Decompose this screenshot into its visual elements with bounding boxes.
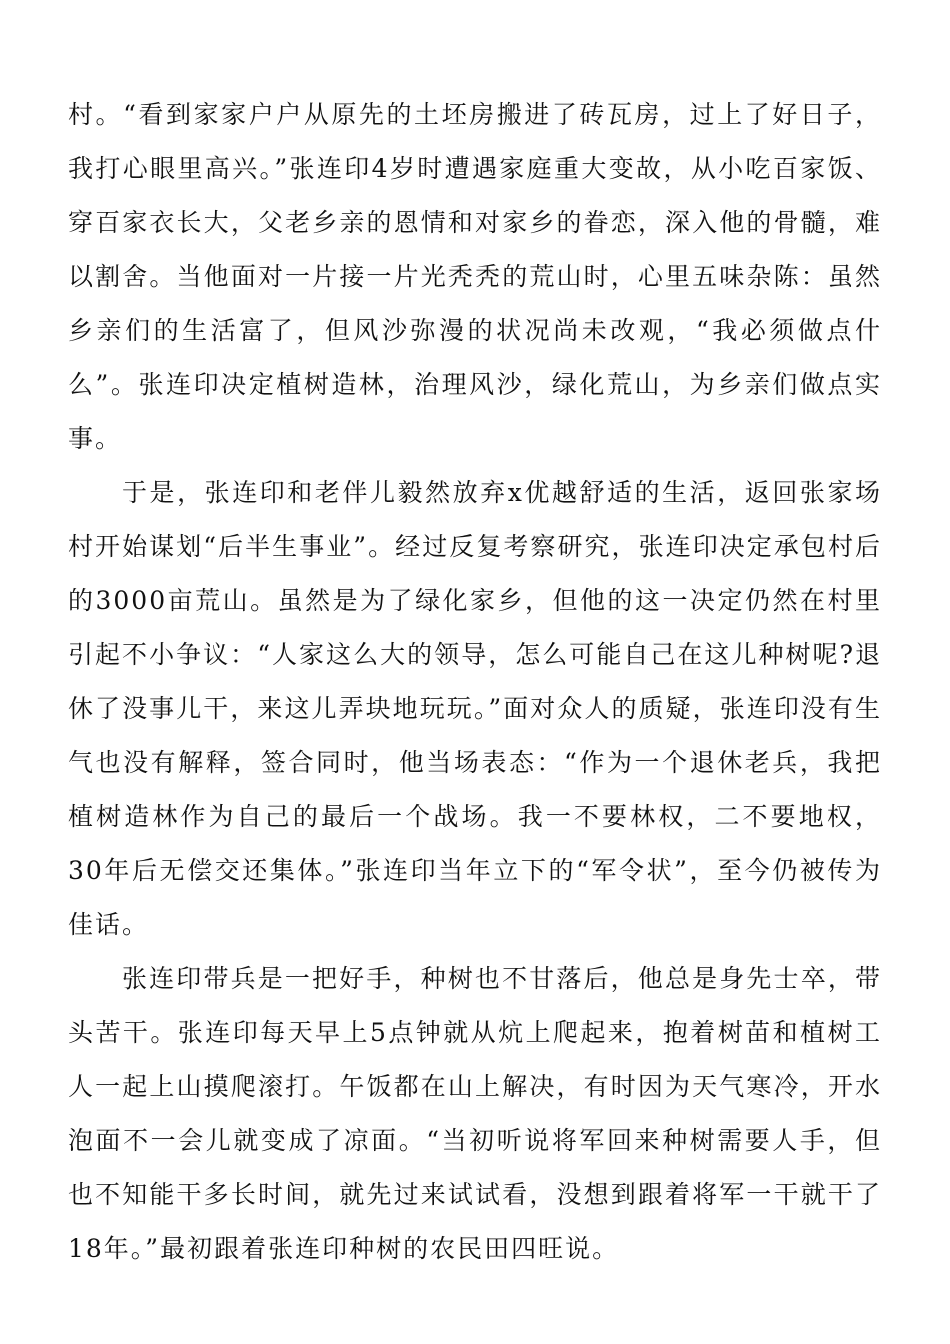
paragraph-3: 张连印带兵是一把好手，种树也不甘落后，他总是身先士卒，带头苦干。张连印每天早上5点钟就从炕上爬起来，抱着树苗和植树工人一起上山摸爬滚打。午饭都在山上解决，有时因为天气寒冷，开水泡面不一会儿就变成了凉面。“当初听说将军回来种树需要人手，但也不知能干多长时间，就先过来试试看，没想到跟着将军一干就干了18年。”最初跟着张连印种树的农民田四旺说。: [68, 964, 882, 1263]
document-body: [68, 88, 882, 1276]
paragraph-1: 村。“看到家家户户从原先的土坯房搬进了砖瓦房，过上了好日子，我打心眼里高兴。”张连印4岁时遭遇家庭重大变故，从小吃百家饭、穿百家衣长大，父老乡亲的恩情和对家乡的眷恋，深入他的骨髓，难以割舍。当他面对一片接一片光秃秃的荒山时，心里五味杂陈：虽然乡亲们的生活富了，但风沙弥漫的状况尚未改观，“我必须做点什么”。张连印决定植树造林，治理风沙，绿化荒山，为乡亲们做点实事。: [68, 100, 882, 453]
paragraph-2: 于是，张连印和老伴儿毅然放弃x优越舒适的生活，返回张家场村开始谋划“后半生事业”。经过反复考察研究，张连印决定承包村后的3000亩荒山。虽然是为了绿化家乡，但他的这一决定仍然在村里引起不小争议：“人家这么大的领导，怎么可能自己在这儿种树呢?退休了没事儿干，来这儿弄块地玩玩。”面对众人的质疑，张连印没有生气也没有解释，签合同时，他当场表态：“作为一个退休老兵，我把植树造林作为自己的最后一个战场。我一不要林权，二不要地权，30年后无偿交还集体。”张连印当年立下的“军令状”，至今仍被传为佳话。: [68, 478, 882, 939]
